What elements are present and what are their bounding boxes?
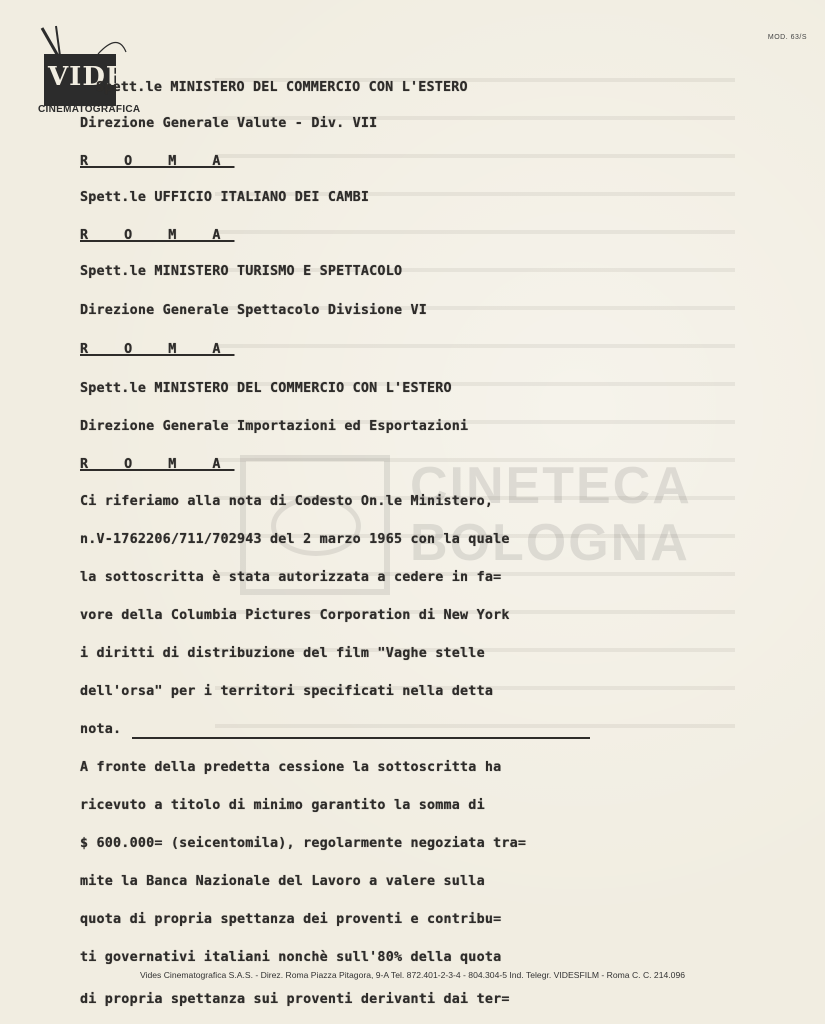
form-code: MOD. 63/S bbox=[767, 34, 807, 41]
dash-fill-rule bbox=[132, 737, 590, 739]
body-line-6: dell'orsa" per i territori specificati nella detta bbox=[80, 684, 494, 699]
body-line-13: ti governativi italiani nonchè sull'80% della quota bbox=[80, 950, 502, 965]
body-line-5: i diritti di distribuzione del film "Vaghe stelle bbox=[80, 646, 485, 661]
letterhead-footer: Vides Cinematografica S.A.S. - Direz. Roma Piazza Pitagora, 9-A Tel. 872.401-2-3-4 - 804.304-5 Ind. Telegr. VIDESFILM - Roma C. C. 214.096 bbox=[139, 970, 685, 980]
logo-wordmark: VIDE bbox=[48, 62, 127, 92]
body-line-10: $ 600.000= (seicentomila), regolarmente negoziata tra= bbox=[80, 836, 527, 851]
body-line-9: ricevuto a titolo di minimo garantito la somma di bbox=[80, 798, 485, 813]
bleed-through-text bbox=[215, 60, 735, 740]
watermark-line2: BOLOGNA bbox=[410, 514, 690, 572]
body-line-8: A fronte della predetta cessione la sottoscritta ha bbox=[80, 760, 502, 775]
address-1-line2: Direzione Generale Valute - Div. VII bbox=[80, 116, 378, 131]
address-4-line1: Spett.le MINISTERO DEL COMMERCIO CON L'ESTERO bbox=[80, 381, 452, 396]
address-1-line1: Spett.le MINISTERO DEL COMMERCIO CON L'ESTERO bbox=[96, 80, 468, 95]
vide-logo bbox=[38, 22, 141, 117]
address-3-line2: Direzione Generale Spettacolo Divisione VI bbox=[80, 303, 427, 318]
address-1-city: R O M A bbox=[80, 154, 235, 169]
logo-subtitle: CINEMATOGRAFICA bbox=[38, 104, 141, 115]
address-2-line1: Spett.le UFFICIO ITALIANO DEI CAMBI bbox=[80, 190, 370, 205]
body-line-14: di propria spettanza sui proventi derivanti dai ter= bbox=[80, 992, 510, 1007]
address-3-line1: Spett.le MINISTERO TURISMO E SPETTACOLO bbox=[80, 264, 403, 279]
body-line-2: n.V-1762206/711/702943 del 2 marzo 1965 con la quale bbox=[80, 532, 510, 547]
body-line-12: quota di propria spettanza dei proventi e contribu= bbox=[80, 912, 502, 927]
address-4-city: R O M A bbox=[80, 457, 235, 472]
body-line-7: nota. bbox=[80, 722, 122, 737]
address-3-city: R O M A bbox=[80, 342, 235, 357]
address-4-line2: Direzione Generale Importazioni ed Esportazioni bbox=[80, 419, 469, 434]
body-line-11: mite la Banca Nazionale del Lavoro a valere sulla bbox=[80, 874, 485, 889]
address-2-city: R O M A bbox=[80, 228, 235, 243]
body-line-1: Ci riferiamo alla nota di Codesto On.le Ministero, bbox=[80, 494, 494, 509]
body-line-3: la sottoscritta è stata autorizzata a cedere in fa= bbox=[80, 570, 502, 585]
watermark-line1: CINETECA bbox=[410, 457, 692, 515]
body-line-4: vore della Columbia Pictures Corporation di New York bbox=[80, 608, 510, 623]
